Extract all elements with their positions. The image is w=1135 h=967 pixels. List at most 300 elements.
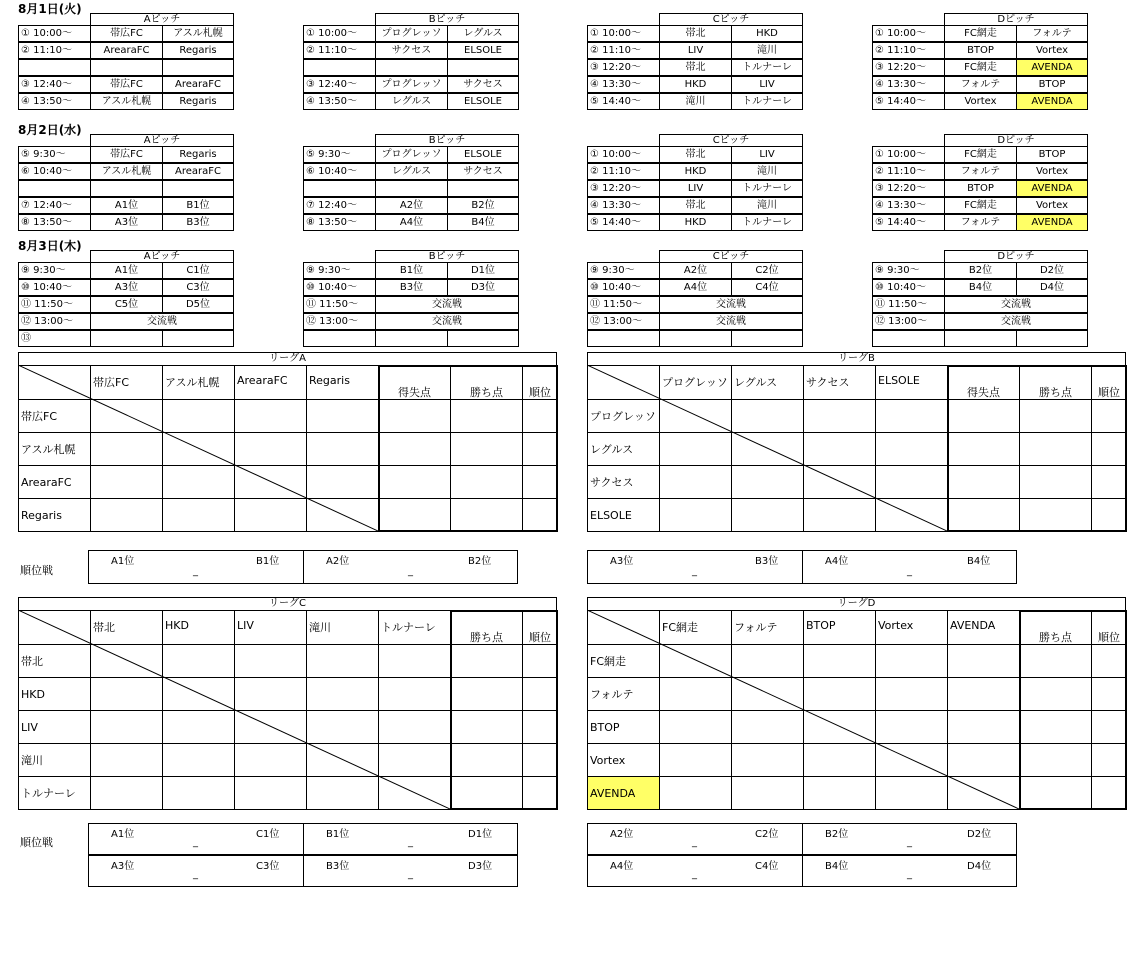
match-away: AVENDA	[1016, 59, 1088, 76]
match-home: B2位	[944, 262, 1017, 279]
match-home: B4位	[944, 279, 1017, 296]
match-away: ArearaFC	[162, 163, 234, 180]
match-time: ⑦ 12:40〜	[303, 197, 376, 214]
league-row-header: AVENDA	[587, 776, 660, 810]
match-away: BTOP	[1016, 76, 1088, 93]
match-away: トルナーレ	[731, 180, 803, 197]
match-time: ⑤ 14:40〜	[872, 93, 945, 110]
league-title: リーグC	[18, 597, 557, 611]
match-home: レグルス	[375, 93, 448, 110]
match-away: AVENDA	[1016, 180, 1088, 197]
ranking-divider	[802, 855, 803, 887]
ranking-slot: D3位	[468, 861, 493, 872]
score-cell	[1019, 710, 1092, 744]
league-row-header: サクセス	[587, 465, 660, 499]
pitch-header: Aピッチ	[90, 134, 234, 147]
match-home: ArearaFC	[90, 42, 163, 59]
score-cell	[378, 399, 451, 433]
match-home: A4位	[659, 279, 732, 296]
league-col-header: 帯広FC	[90, 365, 163, 400]
ranking-divider	[303, 855, 304, 887]
score-cell	[1019, 677, 1092, 711]
match-away: B1位	[162, 197, 234, 214]
match-time: ② 11:10〜	[587, 42, 660, 59]
match-home	[90, 330, 163, 347]
match-time: ⑪ 11:50〜	[587, 296, 660, 313]
league-row-header: レグルス	[587, 432, 660, 466]
ranking-separator: _	[907, 566, 912, 577]
league-row-header: トルナーレ	[18, 776, 91, 810]
league-row-header: Regaris	[18, 498, 91, 532]
match-away: B3位	[162, 214, 234, 231]
score-cell	[450, 743, 523, 777]
score-cell	[450, 432, 523, 466]
match-away: フォルテ	[1016, 25, 1088, 42]
match-time: ⑩ 10:40〜	[587, 279, 660, 296]
ranking-slot: B4位	[967, 556, 991, 567]
match-home: A2位	[659, 262, 732, 279]
match-away: D5位	[162, 296, 234, 313]
match-time: ⑪ 11:50〜	[303, 296, 376, 313]
match-time: ⑨ 9:30〜	[872, 262, 945, 279]
score-cell	[522, 432, 558, 466]
ranking-slot: B3位	[326, 861, 350, 872]
match-time: ③ 12:20〜	[872, 59, 945, 76]
league-col-header: フォルテ	[731, 610, 804, 645]
score-cell	[1019, 743, 1092, 777]
ranking-slot: A2位	[610, 829, 634, 840]
match-home: LIV	[659, 180, 732, 197]
match-time	[303, 330, 376, 347]
score-cell	[1091, 776, 1127, 810]
ranking-label: 順位戦	[20, 836, 53, 849]
ranking-divider	[802, 823, 803, 855]
match-away: LIV	[731, 76, 803, 93]
ranking-slot: C3位	[256, 861, 280, 872]
match-home	[944, 330, 1017, 347]
score-cell	[1091, 743, 1127, 777]
match-home: A4位	[375, 214, 448, 231]
match-home: レグルス	[375, 163, 448, 180]
match-away: 滝川	[731, 163, 803, 180]
score-cell	[450, 776, 523, 810]
match-time: ③ 12:20〜	[587, 180, 660, 197]
match-time	[18, 59, 91, 76]
pitch-header: Cピッチ	[659, 250, 803, 263]
score-cell	[522, 776, 558, 810]
match-exchange: 交流戦	[375, 313, 519, 330]
match-home: プログレッソ	[375, 25, 448, 42]
ranking-separator: _	[907, 869, 912, 880]
pitch-header: Cピッチ	[659, 134, 803, 147]
match-home: アスル札幌	[90, 93, 163, 110]
match-time: ⑤ 9:30〜	[18, 146, 91, 163]
match-home: A1位	[90, 262, 163, 279]
match-time: ④ 13:30〜	[587, 197, 660, 214]
league-col-header: トルナーレ	[378, 610, 451, 645]
score-cell	[522, 710, 558, 744]
match-away: C2位	[731, 262, 803, 279]
league-row-header: ArearaFC	[18, 465, 91, 499]
match-time: ⑫ 13:00〜	[18, 313, 91, 330]
league-col-header: 滝川	[306, 610, 379, 645]
ranking-slot: B4位	[825, 861, 849, 872]
match-away: D3位	[447, 279, 519, 296]
match-home: B1位	[375, 262, 448, 279]
match-home	[375, 59, 448, 76]
score-cell	[450, 465, 523, 499]
ranking-label: 順位戦	[20, 564, 53, 577]
match-time: ⑨ 9:30〜	[18, 262, 91, 279]
match-home: プログレッソ	[375, 76, 448, 93]
match-away: D1位	[447, 262, 519, 279]
score-cell	[522, 677, 558, 711]
match-home: A2位	[375, 197, 448, 214]
match-away	[162, 180, 234, 197]
match-away: サクセス	[447, 76, 519, 93]
match-away: レグルス	[447, 25, 519, 42]
score-cell	[1019, 432, 1092, 466]
match-time: ⑧ 13:50〜	[18, 214, 91, 231]
ranking-divider	[303, 823, 304, 855]
pitch-header: Bピッチ	[375, 134, 519, 147]
match-time: ⑪ 11:50〜	[18, 296, 91, 313]
ranking-separator: _	[193, 837, 198, 848]
match-time: ① 10:00〜	[303, 25, 376, 42]
match-home: A3位	[90, 214, 163, 231]
match-home: HKD	[659, 163, 732, 180]
match-home: フォルテ	[944, 163, 1017, 180]
match-home: LIV	[659, 42, 732, 59]
match-home: FC網走	[944, 59, 1017, 76]
pitch-header: Aピッチ	[90, 13, 234, 26]
score-cell	[450, 710, 523, 744]
league-row-header: プログレッソ	[587, 399, 660, 433]
score-cell	[1091, 644, 1127, 678]
ranking-separator: _	[408, 566, 413, 577]
match-away: ELSOLE	[447, 146, 519, 163]
league-col-header: HKD	[162, 610, 235, 645]
match-home: C5位	[90, 296, 163, 313]
league-row-header: アスル札幌	[18, 432, 91, 466]
score-col-header: 勝ち点	[1019, 365, 1092, 400]
ranking-slot: B3位	[755, 556, 779, 567]
match-exchange: 交流戦	[375, 296, 519, 313]
match-away: Vortex	[1016, 163, 1088, 180]
match-time: ⑤ 9:30〜	[303, 146, 376, 163]
match-time: ⑤ 14:40〜	[587, 214, 660, 231]
score-col-header: 得失点	[947, 365, 1020, 400]
pitch-header: Cピッチ	[659, 13, 803, 26]
league-row-header: LIV	[18, 710, 91, 744]
pitch-header: Bピッチ	[375, 13, 519, 26]
match-away: 滝川	[731, 197, 803, 214]
match-time: ④ 13:50〜	[18, 93, 91, 110]
match-time	[303, 59, 376, 76]
score-cell	[378, 498, 451, 532]
match-home: 帯北	[659, 197, 732, 214]
ranking-separator: _	[692, 566, 697, 577]
score-col-header: 得失点	[378, 365, 451, 400]
match-home: フォルテ	[944, 214, 1017, 231]
score-col-header: 勝ち点	[450, 365, 523, 400]
score-cell	[1091, 399, 1127, 433]
score-col-header: 順位	[1091, 365, 1127, 400]
match-away: BTOP	[1016, 146, 1088, 163]
score-cell	[522, 644, 558, 678]
match-home: BTOP	[944, 42, 1017, 59]
match-away: Regaris	[162, 146, 234, 163]
ranking-separator: _	[408, 837, 413, 848]
match-away: Vortex	[1016, 197, 1088, 214]
match-time	[587, 330, 660, 347]
score-cell	[1019, 399, 1092, 433]
match-away: AVENDA	[1016, 93, 1088, 110]
ranking-slot: C1位	[256, 829, 280, 840]
day-header-2: 8月2日(水)	[18, 123, 82, 137]
match-time: ⑬	[18, 330, 91, 347]
match-time: ② 11:10〜	[587, 163, 660, 180]
match-home: BTOP	[944, 180, 1017, 197]
match-away: C3位	[162, 279, 234, 296]
league-col-header: LIV	[234, 610, 307, 645]
ranking-slot: A1位	[111, 829, 135, 840]
match-time: ⑤ 14:40〜	[587, 93, 660, 110]
match-exchange: 交流戦	[659, 296, 803, 313]
match-time: ④ 13:50〜	[303, 93, 376, 110]
match-away	[447, 330, 519, 347]
league-col-header: ArearaFC	[234, 365, 307, 400]
league-row-header: 帯広FC	[18, 399, 91, 433]
match-time: ③ 12:40〜	[303, 76, 376, 93]
ranking-slot: A4位	[825, 556, 849, 567]
match-away: C4位	[731, 279, 803, 296]
ranking-slot: B1位	[326, 829, 350, 840]
score-col-header: 順位	[522, 365, 558, 400]
ranking-slot: A4位	[610, 861, 634, 872]
ranking-divider	[802, 550, 803, 584]
score-cell	[947, 498, 1020, 532]
match-home: 帯北	[659, 59, 732, 76]
match-away: LIV	[731, 146, 803, 163]
match-home: FC網走	[944, 197, 1017, 214]
match-time: ⑫ 13:00〜	[872, 313, 945, 330]
league-row-header: Vortex	[587, 743, 660, 777]
match-home: A1位	[90, 197, 163, 214]
match-away: ELSOLE	[447, 42, 519, 59]
match-time: ⑫ 13:00〜	[303, 313, 376, 330]
pitch-header: Dピッチ	[944, 13, 1088, 26]
match-away: ELSOLE	[447, 93, 519, 110]
diagonal-line	[587, 365, 947, 531]
league-col-header: 帯北	[90, 610, 163, 645]
match-away: Vortex	[1016, 42, 1088, 59]
pitch-header: Bピッチ	[375, 250, 519, 263]
ranking-slot: A3位	[111, 861, 135, 872]
match-exchange: 交流戦	[659, 313, 803, 330]
ranking-slot: B2位	[825, 829, 849, 840]
score-cell	[450, 399, 523, 433]
league-title: リーグB	[587, 352, 1126, 366]
score-cell	[450, 677, 523, 711]
ranking-slot: C4位	[755, 861, 779, 872]
match-time: ① 10:00〜	[872, 25, 945, 42]
match-away: AVENDA	[1016, 214, 1088, 231]
match-home: Vortex	[944, 93, 1017, 110]
pitch-header: Dピッチ	[944, 134, 1088, 147]
match-home: FC網走	[944, 146, 1017, 163]
match-home: FC網走	[944, 25, 1017, 42]
match-time: ③ 12:20〜	[587, 59, 660, 76]
match-home: B3位	[375, 279, 448, 296]
ranking-slot: D1位	[468, 829, 493, 840]
match-time	[303, 180, 376, 197]
score-cell	[522, 465, 558, 499]
league-row-header: 帯北	[18, 644, 91, 678]
match-time: ⑥ 10:40〜	[18, 163, 91, 180]
match-away: B4位	[447, 214, 519, 231]
score-cell	[1019, 644, 1092, 678]
match-time: ② 11:10〜	[872, 42, 945, 59]
match-time: ⑨ 9:30〜	[303, 262, 376, 279]
league-col-header: サクセス	[803, 365, 876, 400]
ranking-separator: _	[193, 869, 198, 880]
match-time: ⑥ 10:40〜	[303, 163, 376, 180]
league-col-header: レグルス	[731, 365, 804, 400]
match-away	[447, 180, 519, 197]
score-cell	[378, 432, 451, 466]
match-time: ⑩ 10:40〜	[303, 279, 376, 296]
match-away: ArearaFC	[162, 76, 234, 93]
score-cell	[522, 498, 558, 532]
match-home: フォルテ	[944, 76, 1017, 93]
score-cell	[1019, 776, 1092, 810]
match-away	[447, 59, 519, 76]
diagonal-line	[18, 365, 378, 531]
match-time: ① 10:00〜	[872, 146, 945, 163]
match-away: D2位	[1016, 262, 1088, 279]
score-cell	[1091, 432, 1127, 466]
match-home: 帯広FC	[90, 76, 163, 93]
match-away: D4位	[1016, 279, 1088, 296]
ranking-slot: D2位	[967, 829, 992, 840]
ranking-slot: B2位	[468, 556, 492, 567]
ranking-slot: C2位	[755, 829, 779, 840]
league-row-header: 滝川	[18, 743, 91, 777]
score-cell	[378, 465, 451, 499]
league-row-header: FC網走	[587, 644, 660, 678]
league-title: リーグD	[587, 597, 1126, 611]
match-time	[872, 330, 945, 347]
match-time: ① 10:00〜	[18, 25, 91, 42]
ranking-separator: _	[193, 566, 198, 577]
match-home: プログレッソ	[375, 146, 448, 163]
match-time: ⑩ 10:40〜	[872, 279, 945, 296]
score-cell	[947, 399, 1020, 433]
score-cell	[522, 399, 558, 433]
score-cell	[522, 743, 558, 777]
score-cell	[1091, 465, 1127, 499]
match-away: Regaris	[162, 42, 234, 59]
match-away: サクセス	[447, 163, 519, 180]
match-away	[731, 330, 803, 347]
league-col-header: BTOP	[803, 610, 876, 645]
match-home: アスル札幌	[90, 163, 163, 180]
pitch-header: Dピッチ	[944, 250, 1088, 263]
match-away	[162, 330, 234, 347]
match-away: B2位	[447, 197, 519, 214]
match-time: ⑤ 14:40〜	[872, 214, 945, 231]
match-home: HKD	[659, 214, 732, 231]
score-cell	[947, 432, 1020, 466]
ranking-divider	[303, 550, 304, 584]
score-col-header: 勝ち点	[450, 610, 523, 645]
match-time: ④ 13:30〜	[872, 76, 945, 93]
match-time: ① 10:00〜	[587, 25, 660, 42]
match-time: ② 11:10〜	[303, 42, 376, 59]
match-home: 滝川	[659, 93, 732, 110]
diagonal-line	[18, 610, 450, 809]
score-cell	[947, 465, 1020, 499]
score-cell	[1019, 465, 1092, 499]
match-home	[90, 59, 163, 76]
ranking-slot: B1位	[256, 556, 280, 567]
match-exchange: 交流戦	[944, 313, 1088, 330]
league-col-header: アスル札幌	[162, 365, 235, 400]
score-col-header: 順位	[522, 610, 558, 645]
match-time: ① 10:00〜	[587, 146, 660, 163]
pitch-header: Aピッチ	[90, 250, 234, 263]
score-col-header: 勝ち点	[1019, 610, 1092, 645]
match-exchange: 交流戦	[90, 313, 234, 330]
ranking-slot: A3位	[610, 556, 634, 567]
match-home	[659, 330, 732, 347]
match-home: 帯広FC	[90, 146, 163, 163]
match-home: 帯広FC	[90, 25, 163, 42]
match-home: A3位	[90, 279, 163, 296]
match-home	[375, 330, 448, 347]
match-time: ③ 12:20〜	[872, 180, 945, 197]
ranking-separator: _	[692, 837, 697, 848]
match-time: ⑧ 13:50〜	[303, 214, 376, 231]
match-time: ⑦ 12:40〜	[18, 197, 91, 214]
ranking-separator: _	[408, 869, 413, 880]
score-cell	[450, 644, 523, 678]
league-col-header: ELSOLE	[875, 365, 948, 400]
ranking-separator: _	[692, 869, 697, 880]
match-time: ⑨ 9:30〜	[587, 262, 660, 279]
league-title: リーグA	[18, 352, 557, 366]
league-row-header: HKD	[18, 677, 91, 711]
league-row-header: BTOP	[587, 710, 660, 744]
match-home: HKD	[659, 76, 732, 93]
day-header-1: 8月1日(火)	[18, 2, 82, 16]
match-away	[1016, 330, 1088, 347]
match-exchange: 交流戦	[944, 296, 1088, 313]
score-cell	[1091, 498, 1127, 532]
ranking-slot: D4位	[967, 861, 992, 872]
score-cell	[1091, 677, 1127, 711]
match-time: ⑪ 11:50〜	[872, 296, 945, 313]
match-home: 帯北	[659, 25, 732, 42]
match-time: ⑫ 13:00〜	[587, 313, 660, 330]
match-time	[18, 180, 91, 197]
match-home: サクセス	[375, 42, 448, 59]
match-away: トルナーレ	[731, 59, 803, 76]
score-cell	[1091, 710, 1127, 744]
match-time: ② 11:10〜	[18, 42, 91, 59]
match-away: Regaris	[162, 93, 234, 110]
